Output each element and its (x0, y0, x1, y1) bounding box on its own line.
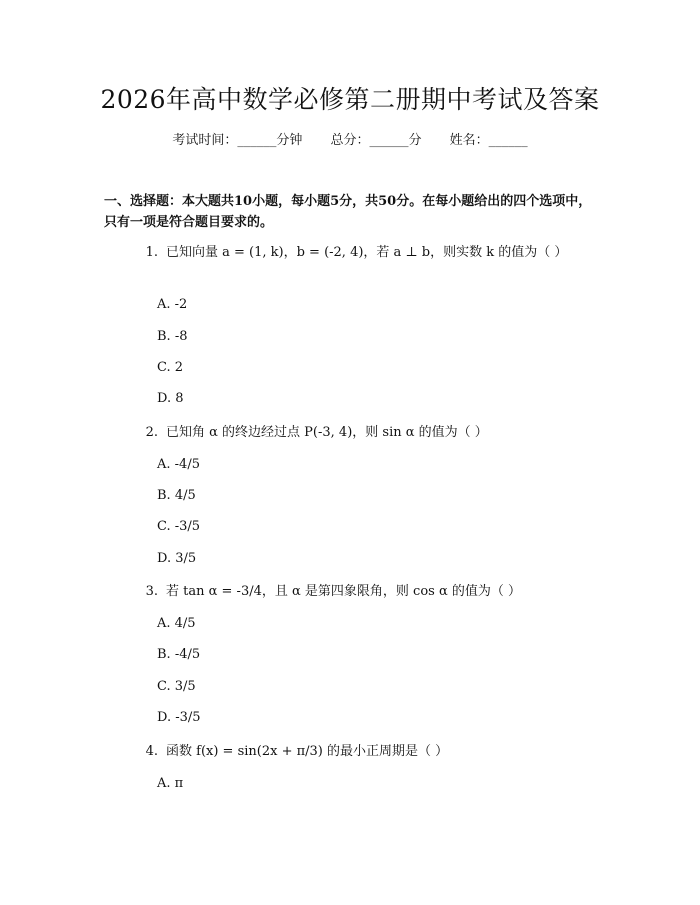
question-text: 已知角 α 的终边经过点 P(-3, 4)，则 sin α 的值为（ ） (166, 425, 488, 440)
exam-info-line (0, 131, 700, 151)
question-3-option-a: A. 4/5 (157, 616, 196, 631)
question-1-option-a: A. -2 (157, 297, 188, 312)
question-number: 3. (145, 584, 158, 599)
exam-time-field: 考试时间：______分钟 (172, 133, 303, 148)
question-3 (104, 581, 596, 602)
question-number: 2. (145, 425, 158, 440)
question-number: 4. (145, 744, 158, 759)
question-1-option-d: D. 8 (157, 391, 184, 406)
question-1-option-c: C. 2 (157, 360, 184, 375)
question-text: 函数 f(x) = sin(2x + π/3) 的最小正周期是（ ） (166, 744, 449, 759)
question-2-option-a: A. -4/5 (157, 457, 200, 472)
student-name-field: 姓名：______ (449, 133, 528, 148)
question-2-option-c: C. -3/5 (157, 519, 201, 534)
question-3-option-d: D. -3/5 (157, 710, 201, 725)
section-heading: 一、选择题：本大题共10小题，每小题5分，共50分。在每小题给出的四个选项中，只有一项是符合题目要求的。 (104, 194, 592, 230)
question-1 (104, 242, 596, 263)
question-number: 1. (145, 245, 158, 260)
question-2-option-b: B. 4/5 (157, 488, 196, 503)
total-score-field: 总分：______分 (330, 133, 422, 148)
question-4-option-a: A. π (157, 776, 184, 791)
question-3-option-c: C. 3/5 (157, 679, 196, 694)
question-text: 若 tan α = -3/4，且 α 是第四象限角，则 cos α 的值为（ ） (166, 584, 521, 599)
document-title: 2026年高中数学必修第二册期中考试及答案 (100, 85, 600, 114)
question-4 (104, 741, 596, 762)
question-1-option-b: B. -8 (157, 329, 188, 344)
question-2 (104, 422, 596, 443)
question-3-option-b: B. -4/5 (157, 647, 201, 662)
question-2-option-d: D. 3/5 (157, 551, 197, 566)
question-text: 已知向量 a = (1, k)，b = (-2, 4)，若 a ⊥ b，则实数 k 的值为（ ） (166, 245, 568, 260)
